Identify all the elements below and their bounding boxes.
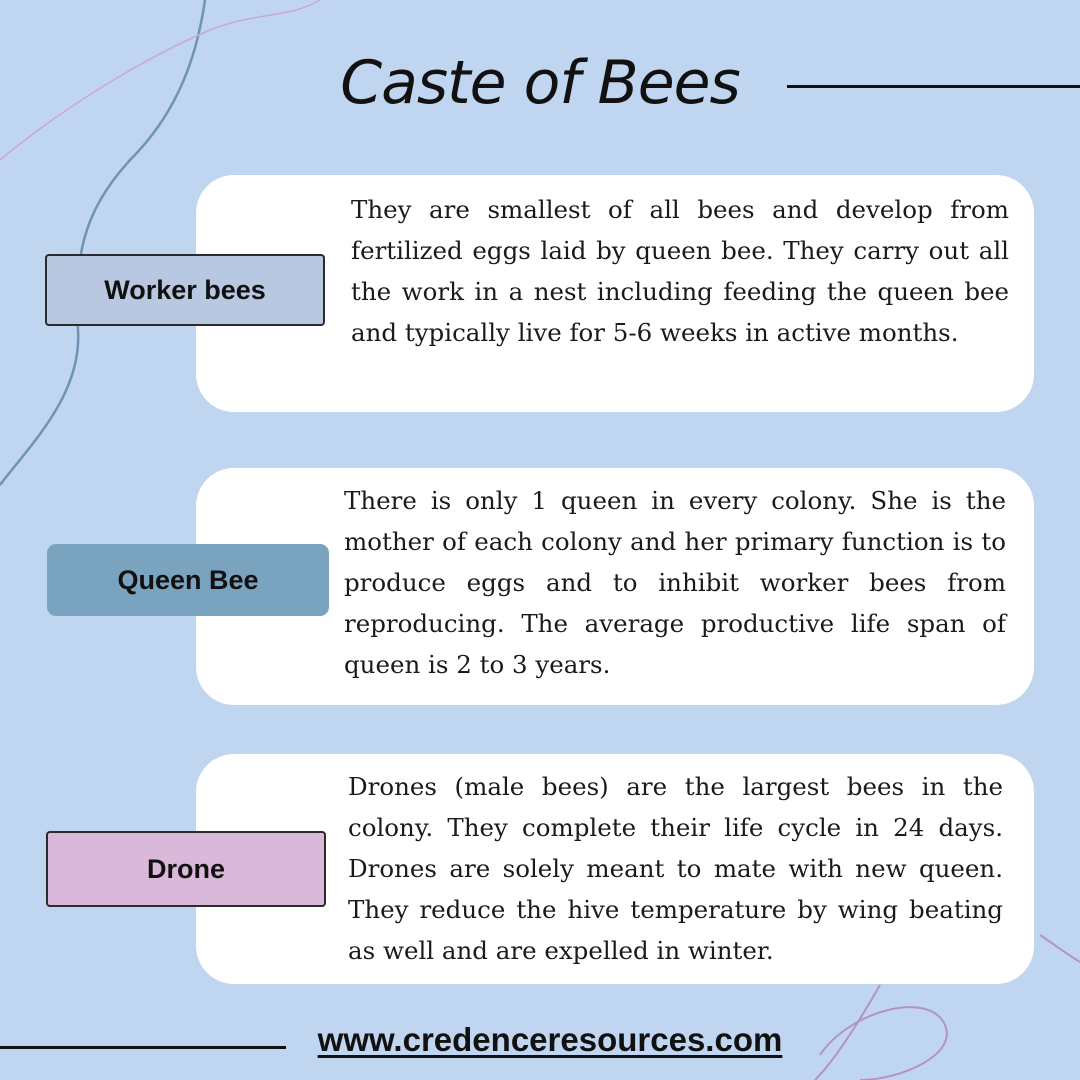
drone-description: Drones (male bees) are the largest bees in the colony. They complete their life cycle in 24 days. Drones are solely meant to mate with new queen. They reduce the hive temperature by wing beating as well and are expelled in winter.: [348, 772, 1003, 965]
worker-bees-description: They are smallest of all bees and develop from fertilized eggs laid by queen bee. They carry out all the work in a nest including feeding the queen bee and typically live for 5-6 weeks in active months.: [351, 195, 1009, 347]
worker-bees-label: Worker bees: [45, 254, 325, 326]
page-title: Caste of Bees: [340, 48, 740, 118]
title-divider: [787, 85, 1080, 88]
queen-bee-description: There is only 1 queen in every colony. She is the mother of each colony and her primary function is to produce eggs and to inhibit worker bees from reproducing. The average productive life span of queen is 2 to 3 years.: [344, 486, 1006, 679]
queen-bee-label: Queen Bee: [47, 544, 329, 616]
drone-label: Drone: [46, 831, 326, 907]
footer-divider: [0, 1046, 286, 1049]
website-link[interactable]: www.credenceresources.com: [317, 1021, 783, 1058]
